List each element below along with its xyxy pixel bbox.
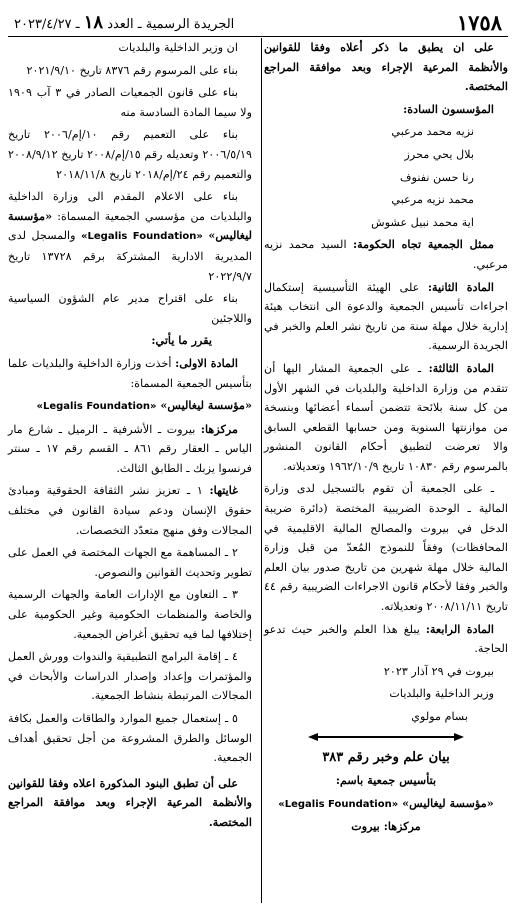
date-line: بيروت في ٢٩ آذار ٢٠٢٣ (383, 664, 494, 678)
running-header (14, 12, 234, 33)
founder-name: بلال يحي محرز (404, 147, 474, 161)
founder-name: رنا حسن نفنوف (400, 170, 474, 184)
law-reference: بناء على قانون الجمعيات الصادر في ٣ آب ١٩٠٩ ولا سيما المادة السادسة منه (8, 86, 252, 119)
article-four-text: يبلغ هذا العلم والخبر حيث تدعو الحاجة. (264, 622, 508, 656)
goal-item (8, 481, 252, 540)
column-separator (261, 38, 262, 903)
association-name-line (8, 396, 252, 417)
issue-date: ـ ٢٠٢٣/٤/٢٧ (14, 17, 84, 32)
association-name-arabic: «مؤسسة ليغاليس» (402, 795, 494, 810)
page-columns (8, 38, 508, 923)
issue-number: ١٨ (83, 12, 104, 33)
article-four-label: المادة الرابعة: (425, 621, 494, 636)
decree-reference: بناء على المرسوم رقم ٨٣٧٦ تاريخ ٢٠٢١/٩/١٠ (26, 63, 238, 77)
right-column (264, 38, 508, 840)
minister-title: وزير الداخلية والبلديات (389, 687, 494, 701)
article-one (8, 354, 252, 393)
founders-label: المؤسسون السادة: (403, 101, 494, 116)
section-divider (264, 730, 508, 744)
notification-text-b: والمسجل لدى المديرية الادارية المشتركة برقم ١٣٧٢٨ تاريخ ٢٠٢٢/٩/٧ (8, 229, 252, 283)
headquarters-label: مركزها: (383, 819, 421, 834)
minister-preamble: ان وزير الداخلية والبلديات (118, 41, 238, 54)
headquarters-value: بيروت (351, 819, 384, 834)
founder-name: اية محمد نبيل عشوش (371, 215, 474, 229)
article-two (264, 278, 508, 356)
article-three-text: ـ على الجمعية المشار اليها أن تتقدم من وزارة الداخلية والبلديات في الشهر الأول من كل سنة بلائحة تتضمن أسماء أعضائها وبنسخة من موازنتها السنوية ومن حسابها القطعي السابق والا تعرضت لتطبيق أحكام القانون المنشور بالمرسوم رقم ١٠٨٣٠ تاريخ ١٩٦٢/١٠/٩ وتعديلاته. (264, 361, 508, 473)
goal-item: ٣ ـ التعاون مع الإدارات العامة والجهات الرسمية والخاصة والمنظمات الحكومية وغير الحكومية على إختلافها لما فيه تحقيق أغراض الجمعية. (8, 588, 252, 641)
proposal-reference: بناء على اقتراح مدير عام الشؤون السياسية واللاجئين (8, 292, 252, 325)
article-four (264, 620, 508, 659)
headquarters-paragraph (8, 420, 252, 479)
minister-signature-name: بسام مولوي (411, 710, 468, 723)
intro-paragraph: على ان يطبق ما ذكر أعلاه وفقا للقوانين والأنظمة المرعية الإجراء وبعد موافقة المراجع المختصة. (264, 40, 508, 94)
circular-reference: بناء على التعميم رقم ١٠/إم/٢٠٠٦ تاريخ ٢٠٠٦/٥/١٩ وتعديله رقم ١٥/إم/٢٠٠٨ تاريخ ٢٠٠٨/٩/١٢ والتعميم رقم ٢٤/إم/٢٠١٨ تاريخ ٢٠١٨/١١/٨ (8, 128, 253, 181)
notice-headquarters (264, 817, 508, 837)
association-name-arabic: «مؤسسة ليغاليس» (8, 208, 252, 243)
founder-name: محمد نزيه مرعبي (391, 193, 474, 207)
article-two-text: على الهيئة التأسيسية إستكمال اجراءات تأسيس الجمعية والدعوة الى انتخاب هيئة إدارية خلال مهلة سنة من تاريخ نشر العلم والخبر في الجريدة الرسمية. (264, 280, 508, 353)
running-title: الجريدة الرسمية ـ العدد (103, 17, 235, 32)
government-representative (264, 235, 508, 274)
article-two-label: المادة الثانية: (427, 279, 494, 294)
page-number: ١٧٥٨ (456, 10, 502, 35)
goal-item: ٥ ـ إستعمال جميع الموارد والطاقات والعمل بكافة الوسائل والطرق المشروعة من أجل تحقيق أهداف الجمعية. (8, 712, 252, 765)
notice-title: بيان علم وخبر رقم ٣٨٣ (322, 749, 450, 765)
article-three (264, 359, 508, 477)
notification-text-a: بناء على الاعلام المقدم الى وزارة الداخلية والبلديات من مؤسسي الجمعية المسماة: (8, 190, 252, 223)
headquarters-text: بيروت ـ الأشرفية ـ الرميل ـ شارع مار الياس ـ العقار رقم ٨٦١ ـ القسم رقم ١٧ ـ سنتر فرنسوا يزبك ـ الطابق الثالث. (8, 422, 252, 475)
goal-item: ٤ ـ إقامة البرامج التطبيقية والندوات وورش العمل والمؤتمرات وإعداد وإصدار الدراسات والأبحاث في المجالات المرتبطة بنشاط الجمعية. (8, 650, 252, 703)
article-one-text: أخذت وزارة الداخلية والبلديات علما بتأسيس الجمعية المسماة: (8, 356, 252, 390)
page-header (8, 10, 508, 37)
association-name-latin: «Legalis Foundation» (36, 401, 157, 413)
left-column (8, 38, 252, 836)
association-name-arabic: «مؤسسة ليغاليس» (160, 398, 252, 413)
representative-value: السيد محمد نزيه مرعبي. (264, 238, 508, 271)
notice-subtitle: بتأسيس جمعية باسم: (335, 773, 437, 788)
goal-text: ١ ـ تعزيز نشر الثقافة الحقوقية ومبادئ حقوق الإنسان ودعم سيادة القانون في مختلف المجالات وفق منهج متعدّد التخصصات. (8, 484, 252, 537)
decides-heading: يقرر ما يأتي: (151, 333, 212, 348)
association-name-latin: «Legalis Foundation» (81, 231, 203, 243)
association-name-line (264, 794, 508, 815)
article-one-label: المادة الاولى: (175, 355, 239, 370)
tax-registration-paragraph: ـ على الجمعية أن تقوم بالتسجيل لدى وزارة المالية ـ الوحدة الضريبية المختصة (دائرة ضريبة الدخل في بيروت والمصالح المالية الاقليمية في المحافظات) وفقاً للنموذج المُعدّ من قبل وزارة المالية خلال مهلة شهرين من تاريخ صدور بيان العلم والخبر وفقا لأحكام قانون الاجراءات الضريبية رقم ٤٤ تاريخ ٢٠٠٨/١١/١١ وتعديلاته. (264, 482, 508, 614)
article-three-label: المادة الثالثة: (428, 360, 494, 375)
headquarters-label: مركزها: (200, 421, 238, 436)
founder-name: نزيه محمد مرعبي (391, 125, 474, 139)
goal-item: ٢ ـ المساهمة مع الجهات المختصة في العمل على تطوير وتحديث القوانين والنصوص. (8, 546, 252, 579)
representative-label: ممثل الجمعية تجاه الحكومة: (352, 237, 494, 252)
association-name-latin: «Legalis Foundation» (278, 798, 399, 810)
closing-paragraph: على أن تطبق البنود المذكورة اعلاه وفقا للقوانين والأنظمة المرعية الإجراء وبعد موافقة المراجع المختصة. (8, 775, 252, 829)
notification-reference (8, 187, 252, 286)
goals-label: غايتها: (209, 483, 238, 498)
